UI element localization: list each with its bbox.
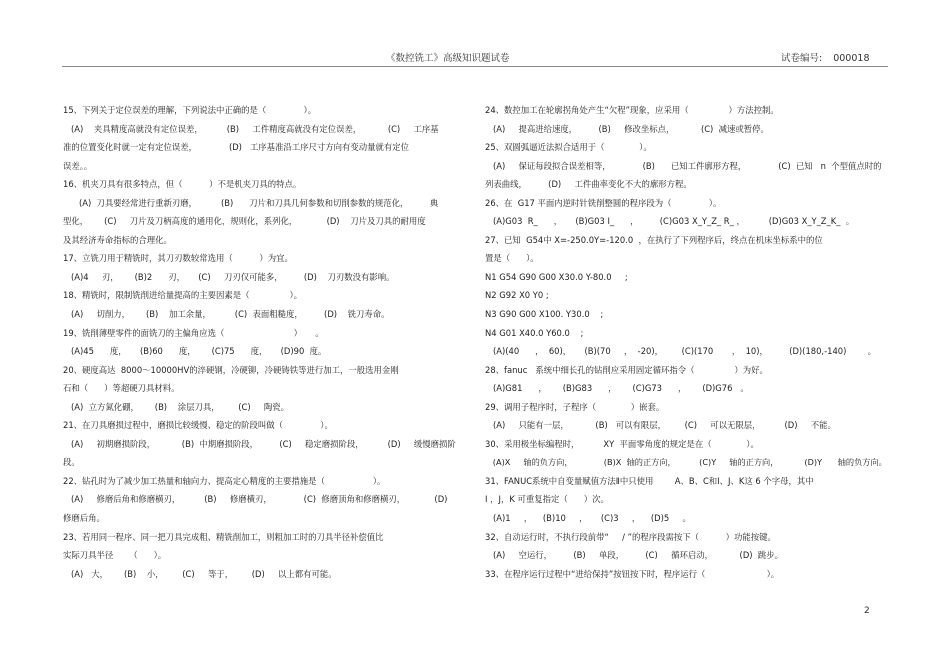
question-text-line: 21、在刀具磨损过程中，磨损比较缓慢、稳定的阶段叫做（ ）。 <box>63 420 333 431</box>
question-text-line: N4 G01 X40.0 Y60.0 ; <box>485 327 584 338</box>
question-text-line: 16、机夹刀具有很多特点，但（ ）不是机夹刀具的特点。 <box>63 179 302 190</box>
question-text-line: (A) 提高进给速度， (B) 修改坐标点， (C) 减速或暂停。 <box>485 123 769 134</box>
question-text-line: 误差。。 <box>63 160 93 171</box>
question-text-line: 17、立铣刀用于精铣时，其刀刃数较常选用（ ）为宜。 <box>63 253 293 264</box>
question-text-line: (A) 保证每段拟合误差相等， (B) 已知工件廓形方程， (C) 已知 n 个型值点时的 <box>485 160 882 171</box>
question-text-line: 30、采用极坐标编程时， XY 平面零角度的规定是在（ ）。 <box>485 438 759 449</box>
left-question-column <box>63 101 465 583</box>
question-text-line: (A) 切削力， (B) 加工余量， (C) 表面粗糙度， (D) 铣刀寿命。 <box>63 309 390 320</box>
question-text-line: 型化， (C) 刀片及刀柄高度的通用化，规则化，系列化， (D) 刀片及刀具的耐用度 <box>63 216 426 227</box>
question-text-line: 准的位置变化时就一定有定位误差， (D) 工序基准沿工序尺寸方向有变动量就有定位 <box>63 142 410 153</box>
question-text-line: (A) 空运行， (B) 单段， (C) 循环启动， (D) 跳步。 <box>485 550 783 561</box>
question-text-line: (A)G03 R_ ， (B)G03 I_ ， (C)G03 X_Y_Z_ R_ ， (D)G03 X_Y_Z_K_ 。 <box>485 216 855 227</box>
question-text-line: (A) 夹具精度高就没有定位误差， (B) 工件精度高就没有定位误差， (C) 工序基 <box>63 123 439 134</box>
question-text-line: (A)45 度， (B)60 度， (C)75 度， (D)90 度。 <box>63 346 327 357</box>
question-text-line: 20、硬度高达 8000～10000HV的淬硬钢，冷硬铆，冷硬铸铁等进行加工，一般选用金刚 <box>63 364 399 375</box>
question-text-line: 33、在程序运行过程中“进给保持”按钮按下时，程序运行（ ）。 <box>485 568 780 579</box>
question-text-line: 25、双圆弧逼近法拟合适用于（ ）。 <box>485 142 652 153</box>
question-text-line: 22、钻孔时为了减少加工热量和轴向力、提高定心精度的主要措施是（ ）。 <box>63 475 386 486</box>
question-text-line: 24、数控加工在轮廓拐角处产生“欠程”现象，应采用（ ）方法控制。 <box>485 105 779 115</box>
right-question-column <box>485 101 895 583</box>
question-text-line: 29、调用子程序时，子程序（ ）嵌套。 <box>485 401 665 412</box>
question-text-line: (A) 立方氮化硼， (B) 涂层刀具， (C) 陶瓷。 <box>63 401 290 412</box>
question-text-line: N2 G92 X0 Y0 ; <box>485 290 549 301</box>
question-text-line: 石和（ ）等超硬刀具材料。 <box>63 383 180 394</box>
question-text-line: 15、下列关于定位误差的理解，下列说法中正确的是（ ）。 <box>63 105 317 115</box>
question-text-line: I ，J，K 可重复指定（ ）次。 <box>485 494 609 505</box>
question-text-line: 19、铣削薄壁零件的面铣刀的主偏角应选（ ） 。 <box>63 327 324 338</box>
question-text-line: (A)4 刃， (B)2 刃， (C) 刀刃仅可能多， (D) 刀刃数没有影响。 <box>63 271 395 282</box>
question-text-line: 段。 <box>63 457 80 468</box>
question-text-line: (A)X 轴的负方向， (B)X 轴的正方向， (C)Y 轴的正方向， (D)Y 轴的负方向。 <box>485 457 887 468</box>
question-text-line: 28、fanuc 系统中细长孔的钻削应采用固定循环指令（ ）为好。 <box>485 364 768 375</box>
question-text-line: 23、若用同一程序、同一把刀具完成粗、精铣削加工，则粗加工时的刀具半径补偿值比 <box>63 531 384 542</box>
question-text-line: (A) 刀具要经常进行重新刃磨， (B) 刀片和刀具几何参数和切削参数的规范化， 典 <box>63 197 439 208</box>
question-text-line: 及其经济寿命指标的合理化。 <box>63 234 172 245</box>
question-text-line: 实际刀具半径 （ ）。 <box>63 550 167 561</box>
question-text-line: (A) 大， (B) 小， (C) 等于， (D) 以上都有可能。 <box>63 568 337 579</box>
question-text-line: (A)G81 ， (B)G83 ， (C)G73 ， (D)G76 。 <box>485 383 749 394</box>
question-text-line: (A) 初期磨损阶段， (B) 中期磨损阶段， (C) 稳定磨损阶段， (D) 缓慢磨损阶 <box>63 438 456 449</box>
question-text-line: 18、精铣时，限制铣削进给量提高的主要因素是（ ）。 <box>63 290 303 301</box>
page-number: 2 <box>864 606 870 616</box>
question-text-line: 置是（ ）。 <box>485 253 539 264</box>
question-text-line: (A)(40 ， 60)， (B)(70 ， -20)， (C)(170 ， 10)， (D)(180,-140) 。 <box>485 346 877 357</box>
question-text-line: 31、FANUC系统中自变量赋值方法Ⅱ中只使用 A、B、C和Ⅰ、J、K这 6 个字母，其中 <box>485 475 814 486</box>
question-text-line: 修磨后角。 <box>63 513 105 524</box>
question-text-line: (A) 修磨后角和修磨横刃， (B) 修磨横刃， (C) 修磨顶角和修磨横刃， (D) <box>63 494 448 505</box>
question-text-line: 列表曲线， (D) 工件曲率变化不大的廓形方程。 <box>485 179 692 190</box>
exam-code: 试卷编号: 000018 <box>781 53 870 64</box>
question-text-line: N3 G90 G00 X100. Y30.0 ; <box>485 309 604 320</box>
question-text-line: N1 G54 G90 G00 X30.0 Y-80.0 ; <box>485 271 628 282</box>
question-text-line: (A)1 ， (B)10 ， (C)3 ， (D)5 。 <box>485 513 691 524</box>
question-text-line: 26、在 G17 平面内逆时针铣削整圆的程序段为（ ）。 <box>485 197 722 208</box>
question-text-line: 27、已知 G54中 X=-250.0Y=-120.0 ，在执行了下列程序后，终点在机床坐标系中的位 <box>485 234 823 245</box>
exam-title: 《数控铣工》高级知识题试卷 <box>386 53 510 64</box>
question-text-line: 32、自动运行时，不执行段前带“ / ”的程序段需按下（ ）功能按键。 <box>485 531 776 542</box>
question-text-line: (A) 只能有一层， (B) 可以有限层， (C) 可以无限层， (D) 不能。 <box>485 420 836 431</box>
header-divider <box>62 66 888 67</box>
